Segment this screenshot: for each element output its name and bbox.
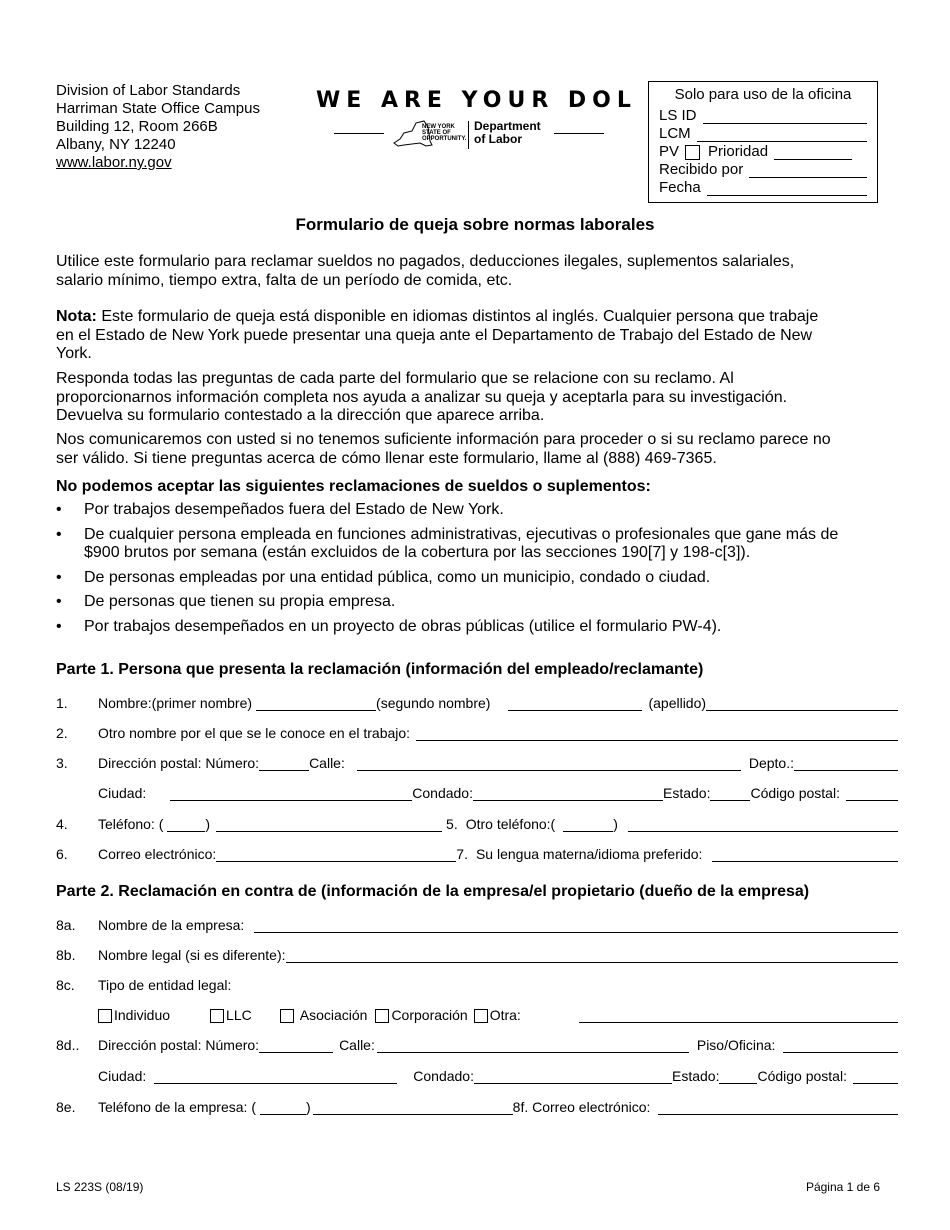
company-state-input[interactable] bbox=[719, 1069, 757, 1084]
language-input[interactable] bbox=[712, 847, 898, 862]
part2-heading: Parte 2. Reclamación en contra de (información de la empresa/el propietario (dueño de la empresa) bbox=[56, 883, 810, 900]
email-row: 6. Correo electrónico: 7. Su lengua materna/idioma preferido: bbox=[56, 842, 898, 862]
pv-priority-field[interactable]: PV Prioridad bbox=[659, 142, 867, 160]
city-row: Ciudad: Condado: Estado: Código postal: bbox=[56, 781, 898, 801]
email-input[interactable] bbox=[216, 847, 456, 862]
instructions-paragraph: Responda todas las preguntas de cada parte del formulario que se relacione con su reclamo. Al proporcionarnos información completa nos ayuda a analizar su queja y aceptarla para su investigación. Devuelva su formulario contestado a la dirección que aparece arriba. bbox=[56, 370, 788, 424]
list-item: • De personas empleadas por una entidad pública, como un municipio, condado o ciudad. bbox=[56, 569, 846, 588]
exclusions-list bbox=[56, 501, 846, 642]
list-item: • Por trabajos desempeñados en un proyecto de obras públicas (utilice el formulario PW-4). bbox=[56, 618, 846, 637]
company-address-row: 8d.. Dirección postal: Número: Calle: Piso/Oficina: bbox=[56, 1033, 898, 1053]
company-area-code-input[interactable] bbox=[260, 1100, 306, 1115]
state-input[interactable] bbox=[710, 786, 750, 801]
first-name-input[interactable] bbox=[256, 696, 376, 711]
zip-input[interactable] bbox=[846, 786, 898, 801]
pv-checkbox[interactable] bbox=[685, 145, 700, 160]
ls-id-field[interactable]: LS ID bbox=[659, 106, 867, 124]
list-item: • De personas que tienen su propia empresa. bbox=[56, 593, 846, 612]
company-street-number-input[interactable] bbox=[259, 1038, 333, 1053]
other-area-code-input[interactable] bbox=[563, 817, 613, 832]
address-line: Division of Labor Standards bbox=[56, 82, 241, 99]
office-box-title: Solo para uso de la oficina bbox=[674, 86, 852, 103]
street-number-input[interactable] bbox=[259, 756, 309, 771]
company-name-input[interactable] bbox=[254, 918, 898, 933]
company-zip-input[interactable] bbox=[853, 1069, 898, 1084]
dol-logo bbox=[316, 88, 637, 155]
last-name-input[interactable] bbox=[706, 696, 898, 711]
company-phone-input[interactable] bbox=[313, 1100, 513, 1115]
corporacion-checkbox[interactable] bbox=[375, 1009, 389, 1023]
street-input[interactable] bbox=[357, 756, 741, 771]
company-city-row: Ciudad: Condado: Estado: Código postal: bbox=[56, 1064, 898, 1084]
phone-row: 4. Teléfono: ( ) 5. Otro teléfono:( ) bbox=[56, 812, 898, 832]
individuo-checkbox[interactable] bbox=[98, 1009, 112, 1023]
agency-address bbox=[56, 82, 260, 172]
company-email-input[interactable] bbox=[658, 1100, 898, 1115]
logo-dept: Department of Labor bbox=[474, 119, 541, 146]
legal-name-row: 8b. Nombre legal (si es diferente): bbox=[56, 943, 898, 963]
other-phone-input[interactable] bbox=[628, 817, 898, 832]
other-name-row: 2. Otro nombre por el que se le conoce en el trabajo: bbox=[56, 721, 898, 741]
intro-paragraph: Utilice este formulario para reclamar sueldos no pagados, deducciones ilegales, suplementos salariales, salario mínimo, tiempo extra, falta de un período de comida, etc. bbox=[56, 253, 795, 289]
other-name-input[interactable] bbox=[416, 726, 898, 741]
asociacion-checkbox[interactable] bbox=[280, 1009, 294, 1023]
form-title: Formulario de queja sobre normas laborales bbox=[295, 215, 655, 234]
address-row: 3. Dirección postal: Número: Calle: Depto.: bbox=[56, 751, 898, 771]
phone-input[interactable] bbox=[216, 817, 442, 832]
office-use-box bbox=[648, 81, 878, 203]
apt-input[interactable] bbox=[794, 756, 898, 771]
website-link[interactable]: www.labor.ny.gov bbox=[56, 154, 172, 171]
logo-state-text: NEW YORK STATE OF OPPORTUNITY. bbox=[422, 124, 467, 142]
otra-checkbox[interactable] bbox=[474, 1009, 488, 1023]
logo-divider bbox=[468, 121, 469, 149]
company-city-input[interactable] bbox=[154, 1069, 397, 1084]
company-name-row: 8a. Nombre de la empresa: bbox=[56, 913, 898, 933]
llc-checkbox[interactable] bbox=[210, 1009, 224, 1023]
list-item: • De cualquier persona empleada en funciones administrativas, ejecutivas o profesionales que gane más de $900 brutos por semana (están excluidos de la cobertura por las secciones 190[7] y 198-c[3]). bbox=[56, 526, 846, 563]
company-street-input[interactable] bbox=[377, 1038, 689, 1053]
logo-rule-left bbox=[334, 133, 384, 134]
area-code-input[interactable] bbox=[167, 817, 205, 832]
list-item: • Por trabajos desempeñados fuera del Estado de New York. bbox=[56, 501, 846, 520]
address-line: Building 12, Room 266B bbox=[56, 118, 218, 135]
other-entity-input[interactable] bbox=[579, 1008, 898, 1023]
middle-name-input[interactable] bbox=[508, 696, 642, 711]
floor-office-input[interactable] bbox=[783, 1038, 898, 1053]
page-number: Página 1 de 6 bbox=[805, 1180, 880, 1194]
city-input[interactable] bbox=[170, 786, 412, 801]
name-row: 1. Nombre:(primer nombre) (segundo nombre) (apellido) bbox=[56, 691, 898, 711]
contact-paragraph: Nos comunicaremos con usted si no tenemos suficiente información para proceder o si su reclamo parece no ser válido. Si tiene preguntas acerca de cómo llenar este formulario, llame al (888) 469-7365. bbox=[56, 431, 831, 467]
company-county-input[interactable] bbox=[474, 1069, 672, 1084]
form-id: LS 223S (08/19) bbox=[56, 1180, 144, 1194]
company-phone-row: 8e. Teléfono de la empresa: ( ) 8f. Correo electrónico: bbox=[56, 1095, 898, 1115]
entity-options-row: Individuo LLC Asociación Corporación Otra: bbox=[56, 1003, 898, 1023]
lcm-field[interactable]: LCM bbox=[659, 124, 867, 142]
logo-rule-right bbox=[554, 133, 604, 134]
address-line: Albany, NY 12240 bbox=[56, 136, 176, 153]
county-input[interactable] bbox=[473, 786, 663, 801]
note-paragraph: Nota: Este formulario de queja está disponible en idiomas distintos al inglés. Cualquier persona que trabaje en el Estado de New York puede presentar una queja ante el Departamento de Trabajo del Estado de New York. bbox=[56, 308, 819, 362]
received-by-field[interactable]: Recibido por bbox=[659, 160, 867, 178]
logo-title: WE ARE YOUR DOL bbox=[316, 88, 637, 113]
address-line: Harriman State Office Campus bbox=[56, 100, 260, 117]
entity-type-row: 8c. Tipo de entidad legal: bbox=[56, 977, 232, 993]
exclusions-heading: No podemos aceptar las siguientes reclamaciones de sueldos o suplementos: bbox=[56, 478, 651, 495]
legal-name-input[interactable] bbox=[286, 948, 898, 963]
part1-heading: Parte 1. Persona que presenta la reclamación (información del empleado/reclamante) bbox=[56, 661, 704, 678]
date-field[interactable]: Fecha bbox=[659, 178, 867, 196]
